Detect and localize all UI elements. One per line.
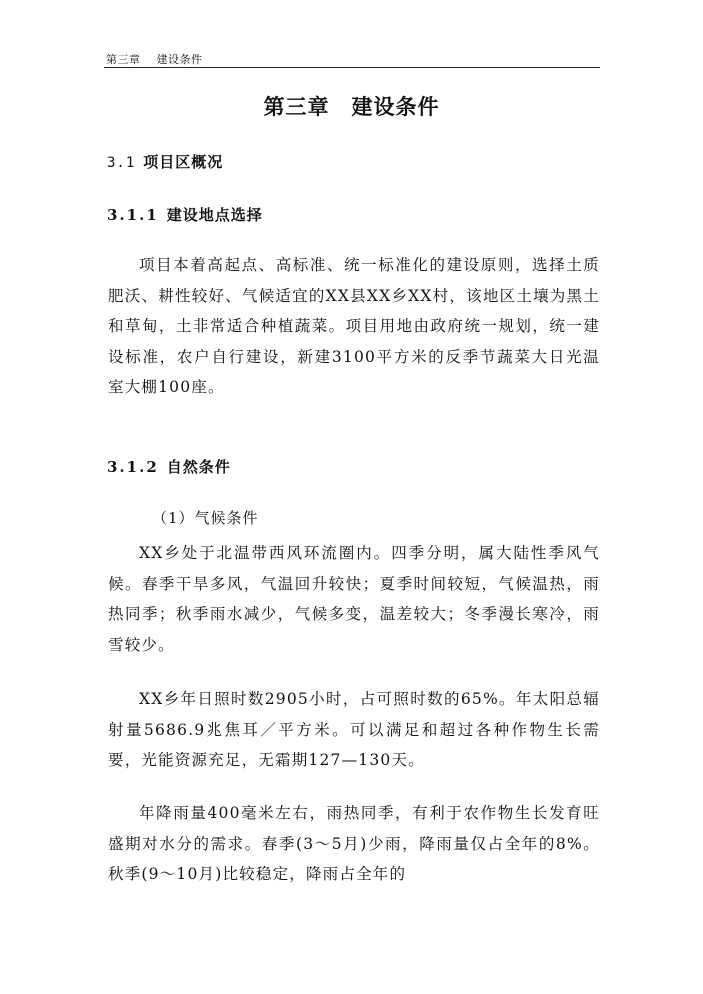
- running-header-chapter: 第三章: [106, 53, 141, 66]
- section-heading-3-1: [107, 151, 223, 172]
- running-header: [106, 51, 203, 67]
- section-title: 建设地点选择: [166, 206, 263, 224]
- running-header-title: 建设条件: [156, 53, 203, 66]
- paragraph-sunshine: XX乡年日照时数2905小时，占可照时数的65%。年太阳总辐射量5686.9兆焦耳／平方米。可以满足和超过各种作物生长需要，光能资源充足，无霜期127—130天。: [108, 690, 600, 769]
- section-number: 3.1.2: [107, 458, 159, 476]
- chapter-title: [0, 91, 703, 121]
- header-rule: [104, 67, 600, 68]
- section-heading-3-1-2: [107, 456, 231, 477]
- chapter-name: 建设条件: [351, 95, 440, 119]
- section-number: 3.1.1: [107, 206, 159, 224]
- sub-item-climate: （1）气候条件: [152, 509, 259, 527]
- section-title: 项目区概况: [143, 153, 224, 171]
- paragraph-climate: XX乡处于北温带西风环流圈内。四季分明，属大陆性季风气候。春季干旱多风，气温回升较快；夏季时间较短，气候温热，雨热同季；秋季雨水减少，气候多变，温差较大；冬季漫长寒冷，雨雪较少。: [108, 544, 600, 654]
- paragraph-rainfall: 年降雨量400毫米左右，雨热同季，有利于农作物生长发育旺盛期对水分的需求。春季(3～5月)少雨，降雨量仅占全年的8%。秋季(9～10月)比较稳定，降雨占全年的: [108, 804, 600, 883]
- paragraph-site-selection: 项目本着高起点、高标准、统一标准化的建设原则，选择土质肥沃、耕性较好、气候适宜的XX县XX乡XX村，该地区土壤为黑土和草甸，土非常适合种植蔬菜。项目用地由政府统一规划，统一建设标准，农户自行建设，新建3100平方米的反季节蔬菜大日光温室大棚100座。: [108, 256, 600, 396]
- section-number: 3.1: [107, 155, 136, 171]
- section-title: 自然条件: [166, 458, 231, 476]
- chapter-number: 第三章: [263, 95, 330, 119]
- section-heading-3-1-1: [107, 204, 263, 225]
